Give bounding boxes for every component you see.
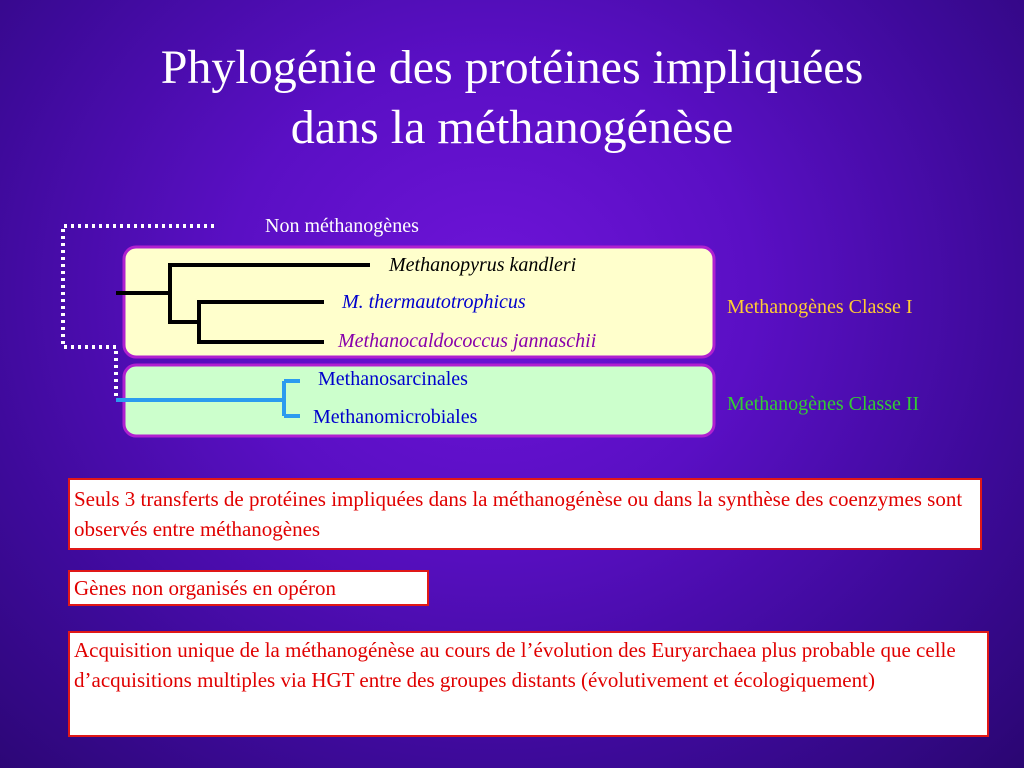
taxon-m-thermautotrophicus: M. thermautotrophicus [342,291,526,313]
note-operon: Gènes non organisés en opéron [68,570,429,606]
taxon-methanopyrus-kandleri: Methanopyrus kandleri [389,254,577,276]
taxon-methanosarcinales: Methanosarcinales [318,368,468,390]
taxon-methanocaldococcus-jannaschii: Methanocaldococcus jannaschii [338,330,597,352]
outgroup-label: Non méthanogènes [265,215,419,237]
note-acquisition: Acquisition unique de la méthanogénèse au cours de l’évolution des Euryarchaea plus probable que celle d’acquisitions multiples via HGT entre des groupes distants (évolutivement et écologiquement) [68,631,989,737]
title-line-1: Phylogénie des protéines impliquées [160,41,864,94]
class1-group-label: Methanogènes Classe I [727,296,913,318]
note-transfers: Seuls 3 transferts de protéines impliquées dans la méthanogénèse ou dans la synthèse des coenzymes sont observés entre méthanogènes [68,478,982,550]
title-line-2: dans la méthanogénèse [290,101,734,154]
class2-group-label: Methanogènes Classe II [727,393,920,415]
taxon-methanomicrobiales: Methanomicrobiales [313,406,478,428]
